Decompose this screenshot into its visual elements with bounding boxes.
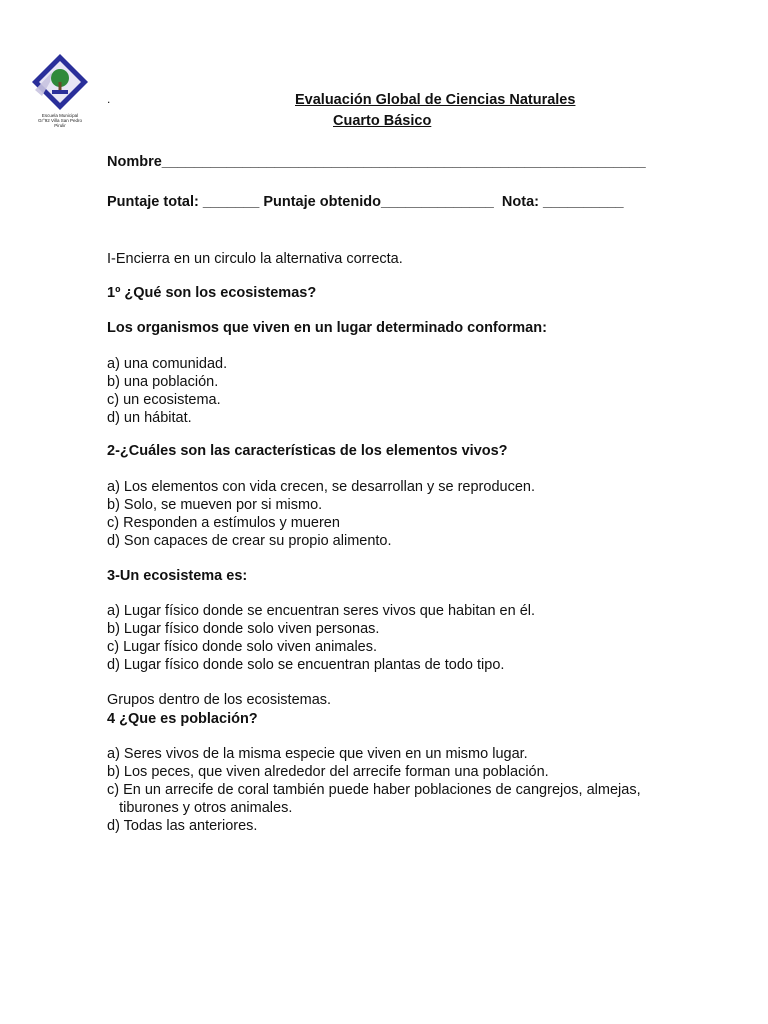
question-4-option-d: d) Todas las anteriores. (107, 818, 258, 834)
logo-caption-line: Gr°92 Villa San Pedro (38, 118, 82, 123)
name-field: Nombre____________________________________________________________ (107, 154, 646, 170)
document-subtitle: Cuarto Básico (333, 113, 432, 129)
question-1-option-d: d) un hábitat. (107, 410, 192, 426)
question-2-option-a: a) Los elementos con vida crecen, se desarrollan y se reproducen. (107, 479, 535, 495)
question-4-option-a: a) Seres vivos de la misma especie que viven en un mismo lugar. (107, 746, 528, 762)
question-2-option-c: c) Responden a estímulos y mueren (107, 515, 340, 531)
question-1-option-b: b) una población. (107, 374, 219, 390)
question-1-title: 1º ¿Qué son los ecosistemas? (107, 285, 317, 301)
question-4-title: 4 ¿Que es población? (107, 711, 258, 727)
question-3-option-c: c) Lugar físico donde solo viven animales. (107, 639, 378, 655)
logo-caption-line: Escuela Municipal (41, 113, 79, 118)
question-3-option-d: d) Lugar físico donde solo se encuentran plantas de todo tipo. (107, 657, 505, 673)
instructions: I-Encierra en un circulo la alternativa correcta. (107, 251, 403, 267)
question-3-option-a: a) Lugar físico donde se encuentran seres vivos que habitan en él. (107, 603, 536, 619)
question-2-title: 2-¿Cuáles son las características de los elementos vivos? (107, 443, 508, 459)
score-fields: Puntaje total: _______ Puntaje obtenido______________ Nota: __________ (107, 194, 624, 210)
question-3-option-b: b) Lugar físico donde solo viven personas. (107, 621, 380, 637)
document-title: Evaluación Global de Ciencias Naturales (295, 92, 576, 108)
question-4-option-c: c) En un arrecife de coral también puede haber poblaciones de cangrejos, almejas, (107, 782, 641, 798)
question-2-option-b: b) Solo, se mueven por si mismo. (107, 497, 323, 513)
header-dot: . (107, 92, 111, 106)
question-1-stem: Los organismos que viven en un lugar determinado conforman: (107, 320, 547, 336)
section-heading: Grupos dentro de los ecosistemas. (107, 692, 332, 708)
school-crest-icon (30, 52, 90, 112)
question-4-option-c-continued: tiburones y otros animales. (107, 800, 293, 816)
question-3-title: 3-Un ecosistema es: (107, 568, 248, 584)
school-logo (30, 52, 90, 134)
question-1-option-a: a) una comunidad. (107, 356, 228, 372)
question-1-option-c: c) un ecosistema. (107, 392, 221, 408)
question-4-option-b: b) Los peces, que viven alrededor del arrecife forman una población. (107, 764, 549, 780)
logo-caption-line: Pirulir (54, 123, 66, 128)
question-2-option-d: d) Son capaces de crear su propio alimento. (107, 533, 392, 549)
